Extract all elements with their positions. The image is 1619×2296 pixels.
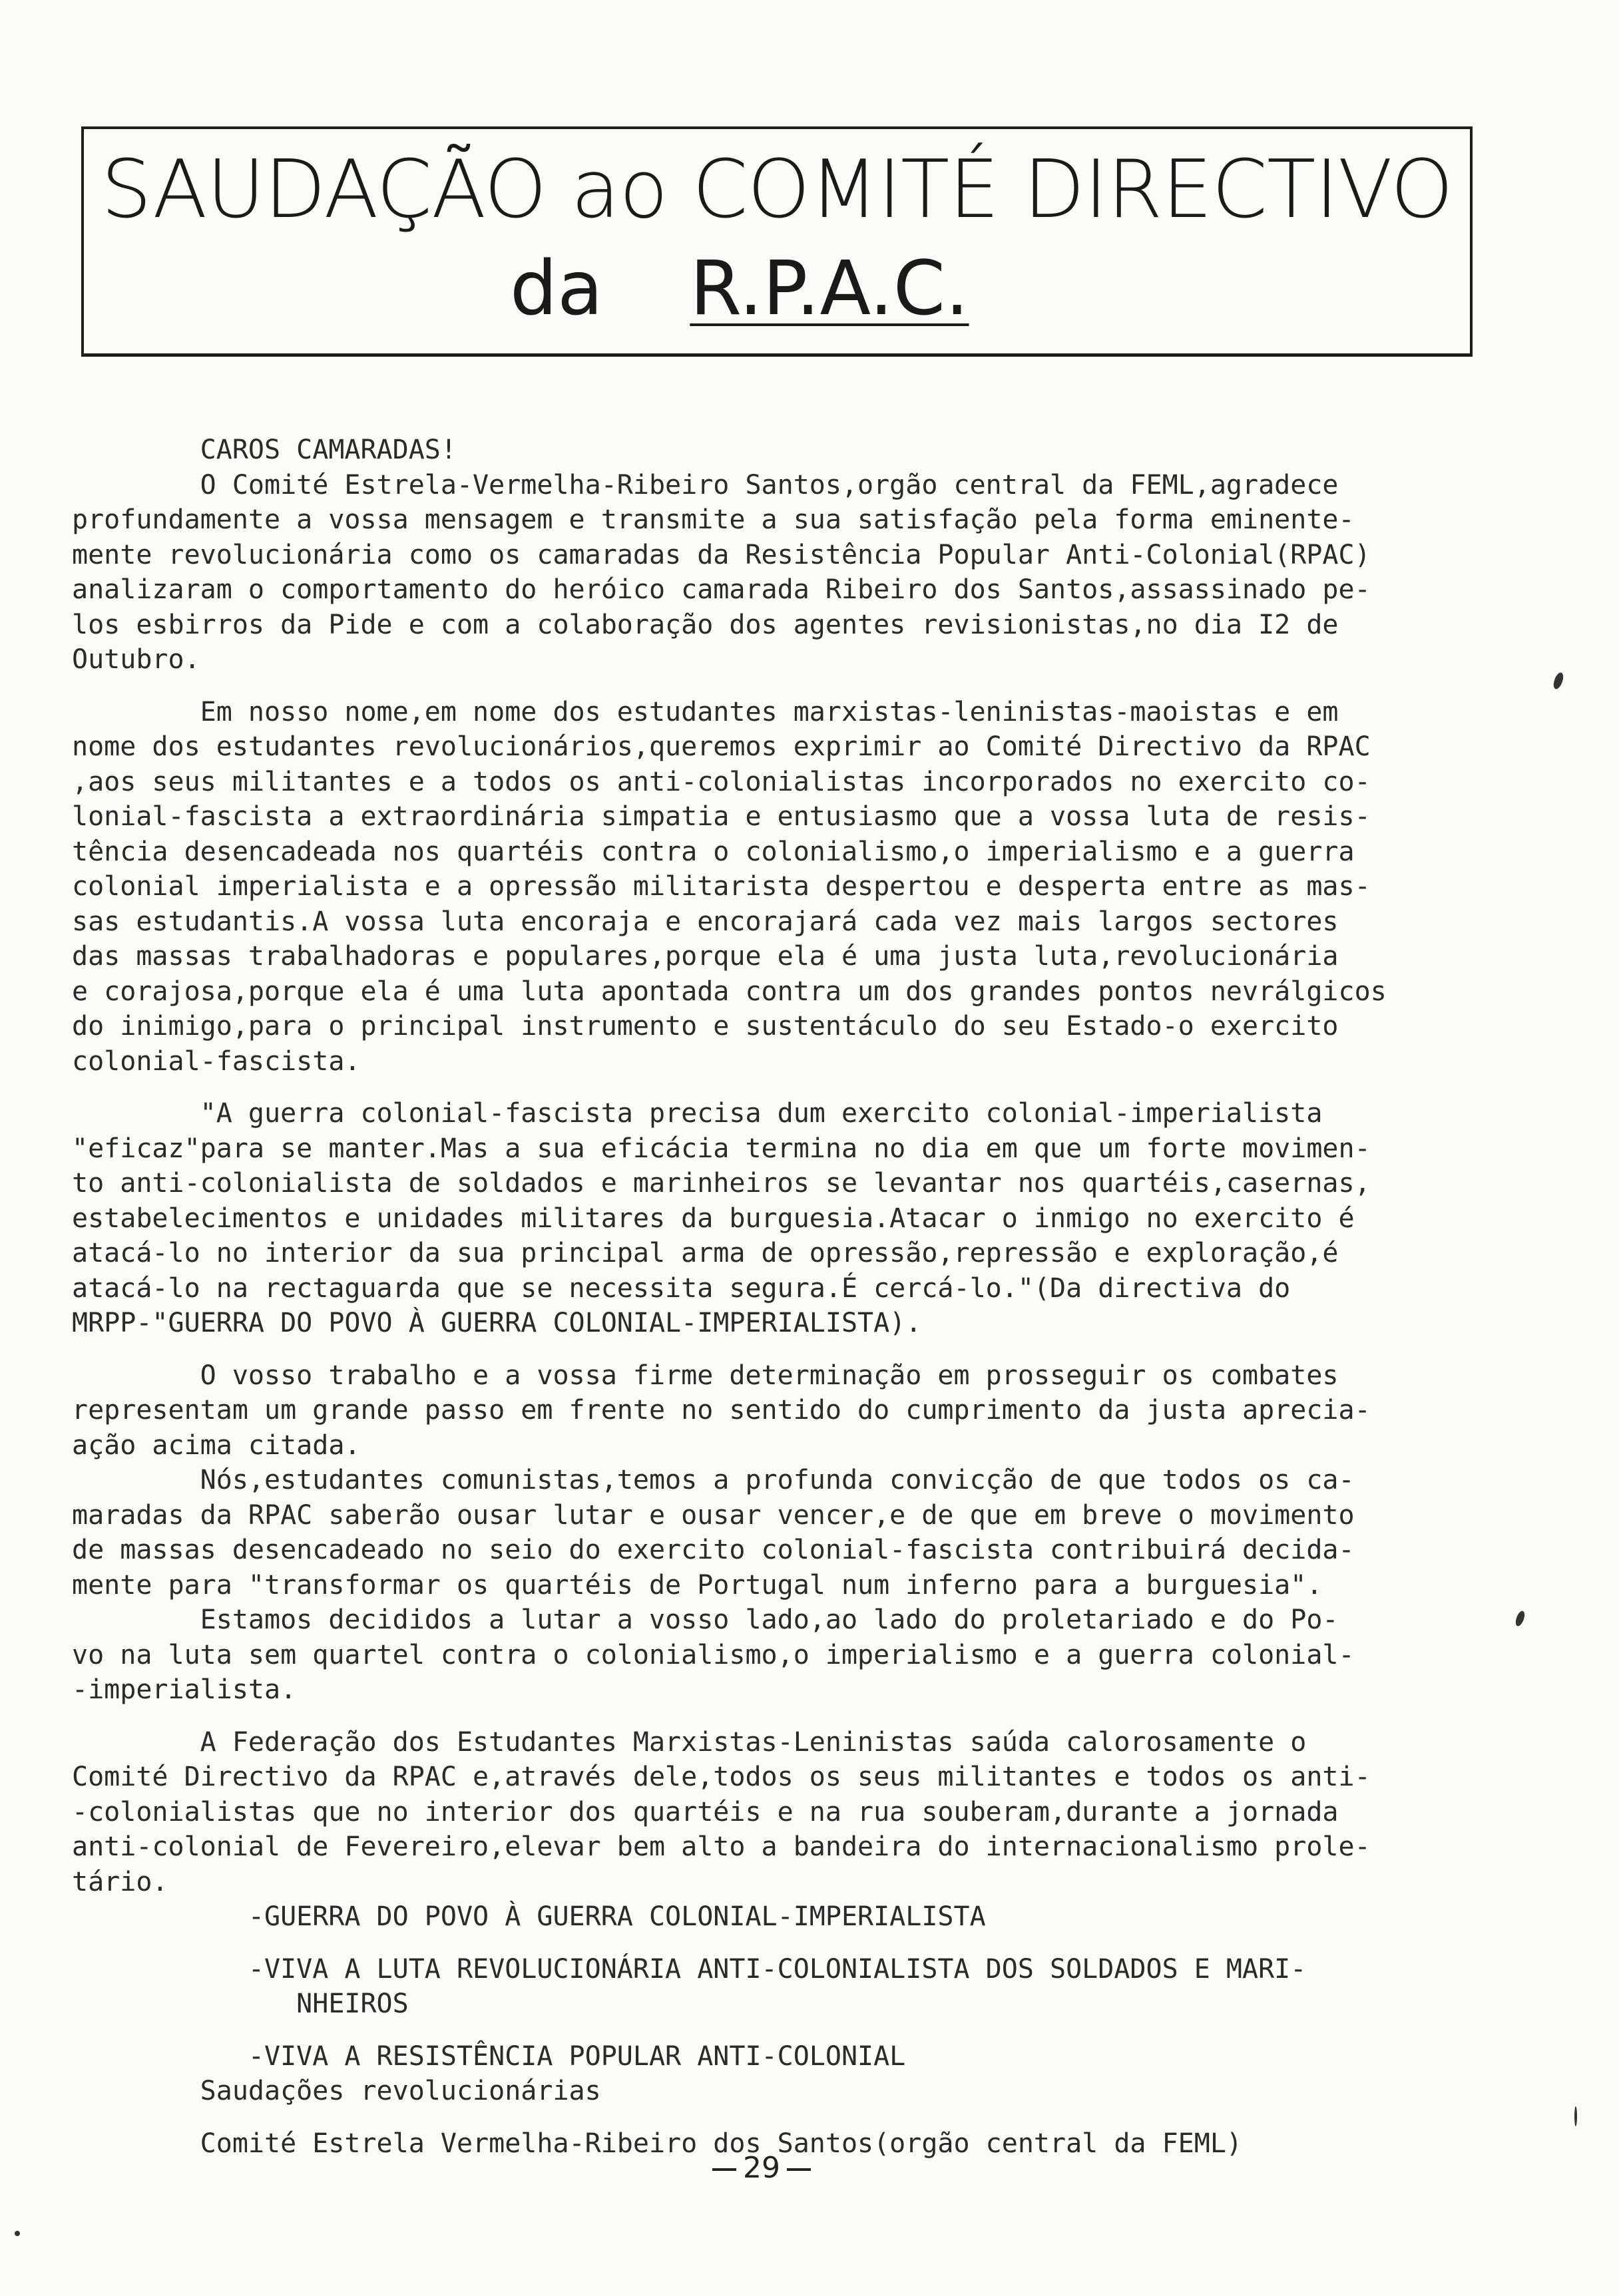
- title-subheading-abbreviation: R.P.A.C.: [690, 246, 969, 332]
- text-line: O vosso trabalho e a vossa firme determinação em prosseguir os combates: [72, 1360, 1339, 1391]
- text-line: sas estudantis.A vossa luta encoraja e encorajará cada vez mais largos sectores: [72, 906, 1339, 937]
- text-line: ,aos seus militantes e a todos os anti-colonialistas incorporados no exercito co-: [72, 766, 1371, 797]
- text-line: tário.: [72, 1866, 168, 1897]
- text-line: Nós,estudantes comunistas,temos a profunda convicção de que todos os ca-: [72, 1465, 1355, 1495]
- scan-speck: [1574, 2106, 1577, 2126]
- text-line: Estamos decididos a lutar a vosso lado,ao lado do proletariado e do Po-: [72, 1605, 1339, 1635]
- text-line: -VIVA A RESISTÊNCIA POPULAR ANTI-COLONIAL: [72, 2040, 906, 2072]
- text-line: vo na luta sem quartel contra o colonialismo,o imperialismo e a guerra colonial-: [72, 1639, 1355, 1670]
- title-subheading: [510, 246, 969, 332]
- paragraph-gap: [72, 1079, 1503, 1096]
- text-line: -VIVA A LUTA REVOLUCIONÁRIA ANTI-COLONIALISTA DOS SOLDADOS E MARI-: [72, 1953, 1307, 1985]
- text-line: representam um grande passo em frente no sentido do cumprimento da justa aprecia-: [72, 1395, 1371, 1426]
- text-line: tência desencadeada nos quartéis contra o colonialismo,o imperialismo e a guerra: [72, 836, 1355, 867]
- page-number-dash-left: [712, 2168, 736, 2171]
- text-line: ação acima citada.: [72, 1430, 361, 1461]
- title-heading: SAUDAÇÃO ao COMITÉ DIRECTIVO: [101, 144, 1453, 236]
- text-line: Comité Estrela Vermelha-Ribeiro dos Santos(orgão central da FEML): [72, 2128, 1242, 2159]
- text-line: Outubro.: [72, 644, 200, 675]
- text-line: to anti-colonialista de soldados e marinheiros se levantar nos quartéis,casernas,: [72, 1168, 1371, 1199]
- text-line: e corajosa,porque ela é uma luta apontada contra um dos grandes pontos nevrálgicos: [72, 976, 1387, 1007]
- text-line: do inimigo,para o principal instrumento e sustentáculo do seu Estado-o exercito: [72, 1011, 1339, 1042]
- paragraph-gap: [72, 1341, 1503, 1358]
- title-box: [81, 126, 1473, 357]
- paragraph-gap: [72, 2109, 1503, 2126]
- paragraph-gap: [72, 677, 1503, 695]
- page-number: [706, 2151, 817, 2185]
- text-line: nome dos estudantes revolucionários,queremos exprimir ao Comité Directivo da RPAC: [72, 731, 1371, 762]
- text-line: los esbirros da Pide e com a colaboração dos agentes revisionistas,no dia I2 de: [72, 609, 1339, 640]
- text-line: colonial imperialista e a opressão militarista despertou e desperta entre as mas-: [72, 871, 1371, 902]
- text-line: Em nosso nome,em nome dos estudantes marxistas-leninistas-maoistas e em: [72, 696, 1339, 727]
- text-line: lonial-fascista a extraordinária simpatia e entusiasmo que a vossa luta de resis-: [72, 801, 1371, 832]
- text-line: Saudações revolucionárias: [72, 2076, 601, 2106]
- text-line: anti-colonial de Fevereiro,elevar bem alto a bandeira do internacionalismo prole-: [72, 1831, 1371, 1862]
- page-number-dash-right: [787, 2168, 811, 2171]
- text-line: profundamente a vossa mensagem e transmite a sua satisfação pela forma eminente-: [72, 504, 1355, 535]
- paragraph-gap: [72, 1935, 1503, 1952]
- text-line: de massas desencadeado no seio do exercito colonial-fascista contribuirá decida-: [72, 1535, 1355, 1565]
- text-line: das massas trabalhadoras e populares,porque ela é uma justa luta,revolucionária: [72, 941, 1339, 972]
- text-line: -colonialistas que no interior dos quartéis e na rua souberam,durante a jornada: [72, 1796, 1339, 1827]
- text-line: MRPP-"GUERRA DO POVO À GUERRA COLONIAL-IMPERIALISTA).: [72, 1308, 922, 1338]
- text-line: A Federação dos Estudantes Marxistas-Leninistas saúda calorosamente o: [72, 1726, 1307, 1758]
- text-line: atacá-lo na rectaguarda que se necessita segura.É cercá-lo."(Da directiva do: [72, 1272, 1291, 1304]
- text-line: mente revolucionária como os camaradas da Resistência Popular Anti-Colonial(RPAC): [72, 539, 1371, 570]
- text-line: analizaram o comportamento do heróico camarada Ribeiro dos Santos,assassinado pe-: [72, 574, 1371, 605]
- text-line: mente para "transformar os quartéis de Portugal num inferno para a burguesia".: [72, 1569, 1323, 1601]
- text-line: NHEIROS: [72, 1989, 409, 2019]
- text-line: colonial-fascista.: [72, 1046, 361, 1077]
- text-line: estabelecimentos e unidades militares da burguesia.Atacar o inmigo no exercito é: [72, 1203, 1355, 1234]
- text-line: CAROS CAMARADAS!: [72, 435, 457, 465]
- text-line: atacá-lo no interior da sua principal arma de opressão,repressão e exploração,é: [72, 1238, 1339, 1268]
- text-line: "A guerra colonial-fascista precisa dum exercito colonial-imperialista: [72, 1098, 1323, 1129]
- paragraph-gap: [72, 2022, 1503, 2039]
- text-line: O Comité Estrela-Vermelha-Ribeiro Santos,orgão central da FEML,agradece: [72, 469, 1339, 500]
- page-number-value: 29: [743, 2151, 780, 2185]
- text-line: -GUERRA DO POVO À GUERRA COLONIAL-IMPERIALISTA: [72, 1901, 986, 1932]
- text-line: -imperialista.: [72, 1674, 297, 1705]
- text-line: Comité Directivo da RPAC e,através dele,todos os seus militantes e todos os anti-: [72, 1762, 1371, 1792]
- title-subheading-prefix: da: [510, 246, 603, 332]
- text-line: maradas da RPAC saberão ousar lutar e ousar vencer,e de que em breve o movimento: [72, 1499, 1355, 1531]
- letter-body: [72, 433, 1503, 2161]
- scan-speck: [1552, 671, 1565, 691]
- scan-speck: [1514, 1610, 1526, 1627]
- paragraph-gap: [72, 1708, 1503, 1725]
- text-line: "eficaz"para se manter.Mas a sua eficácia termina no dia em que um forte movimen-: [72, 1133, 1371, 1164]
- scan-speck: [15, 2231, 20, 2236]
